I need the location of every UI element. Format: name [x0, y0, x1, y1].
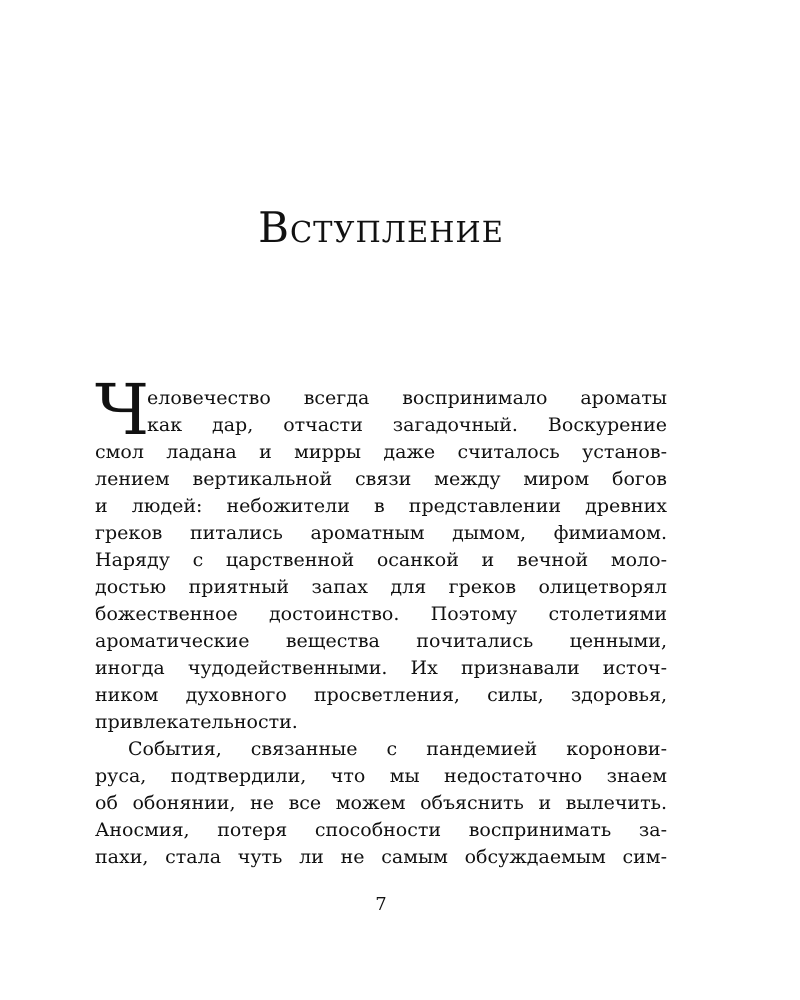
text-line: еловечество всегда воспринимало ароматы [147, 387, 667, 409]
chapter-title: Вступление [258, 203, 504, 252]
page-number: 7 [375, 894, 387, 915]
text-line: Наряду с царственной осанкой и вечной моло- [95, 549, 667, 571]
drop-cap: Ч [95, 369, 150, 451]
text-line: События, связанные с пандемией коронови- [128, 738, 667, 760]
text-line: об обонянии, не все можем объяснить и вылечить. [95, 792, 667, 814]
body-text [95, 385, 667, 871]
text-line: греков питались ароматным дымом, фимиамом. [95, 522, 667, 544]
text-line: лением вертикальной связи между миром богов [95, 468, 667, 490]
text-line: достью приятный запах для греков олицетворял [95, 576, 667, 598]
text-line: иногда чудодейственными. Их признавали источ- [95, 657, 667, 679]
text-line: пахи, стала чуть ли не самым обсуждаемым сим- [95, 846, 667, 868]
text-line: и людей: небожители в представлении древних [95, 495, 667, 517]
text-line: руса, подтвердили, что мы недостаточно знаем [95, 765, 667, 787]
text-line: ником духовного просветления, силы, здоровья, [95, 684, 667, 706]
text-line: смол ладана и мирры даже считалось установ- [95, 441, 667, 463]
text-line: ароматические вещества почитались ценными, [95, 630, 667, 652]
text-line: божественное достоинство. Поэтому столетиями [95, 603, 667, 625]
text-line: Аносмия, потеря способности воспринимать за- [95, 819, 667, 841]
text-line: как дар, отчасти загадочный. Воскурение [147, 414, 667, 436]
text-line: привлекательности. [95, 711, 298, 733]
